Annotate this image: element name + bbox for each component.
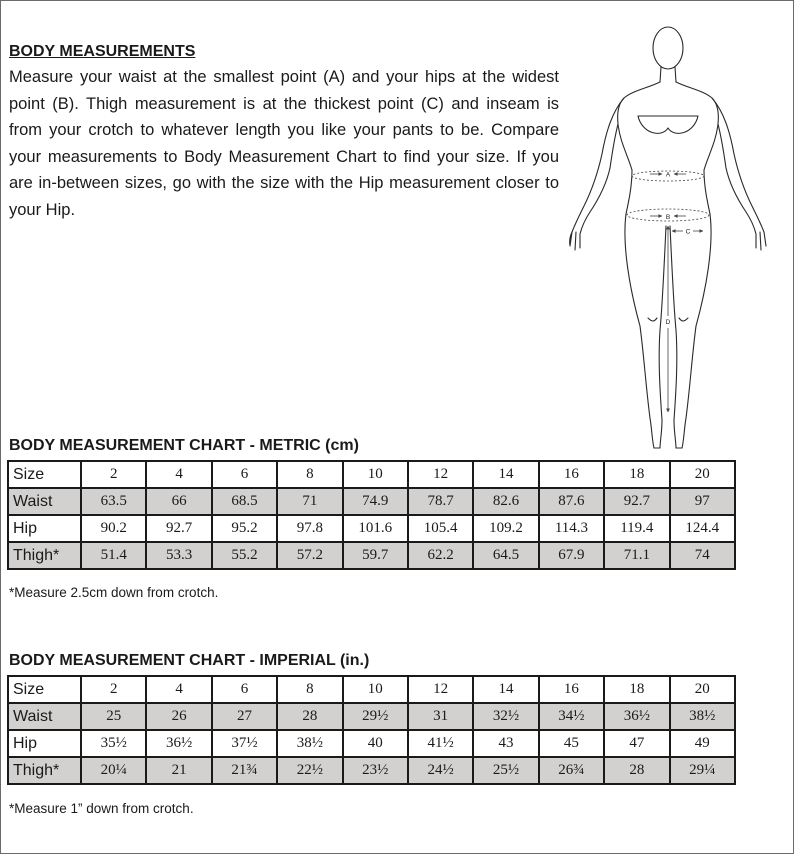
table-cell: 32½ [473, 703, 538, 730]
table-cell: 92.7 [146, 515, 211, 542]
table-cell: 29¼ [670, 757, 735, 784]
table-cell: 10 [343, 676, 408, 703]
table-cell: 22½ [277, 757, 342, 784]
table-cell: 25 [81, 703, 146, 730]
table-cell: 38½ [277, 730, 342, 757]
table-cell: 10 [343, 461, 408, 488]
table-cell: 14 [473, 461, 538, 488]
table-cell: 16 [539, 461, 604, 488]
table-cell: 101.6 [343, 515, 408, 542]
table-cell: 71 [277, 488, 342, 515]
table-cell: 34½ [539, 703, 604, 730]
table-cell: 38½ [670, 703, 735, 730]
size-row [8, 676, 735, 703]
table-cell: 2 [81, 676, 146, 703]
label-c: C [685, 228, 691, 236]
row-label: Size [8, 461, 81, 488]
table-cell: 105.4 [408, 515, 473, 542]
table-cell: 63.5 [81, 488, 146, 515]
table-cell: 49 [670, 730, 735, 757]
table-cell: 97 [670, 488, 735, 515]
table-cell: 21¾ [212, 757, 277, 784]
row-label: Waist [8, 488, 81, 515]
table-cell: 71.1 [604, 542, 669, 569]
table-cell: 4 [146, 676, 211, 703]
row-label: Waist [8, 703, 81, 730]
table-cell: 36½ [146, 730, 211, 757]
label-b: B [665, 214, 671, 221]
hip-row [8, 515, 735, 542]
thigh-row [8, 542, 735, 569]
hip-row [8, 730, 735, 757]
table-cell: 37½ [212, 730, 277, 757]
table-cell: 20 [670, 676, 735, 703]
table-cell: 8 [277, 676, 342, 703]
row-label: Size [8, 676, 81, 703]
table-cell: 97.8 [277, 515, 342, 542]
imperial-chart-title: BODY MEASUREMENT CHART - IMPERIAL (in.) [9, 652, 370, 669]
table-cell: 109.2 [473, 515, 538, 542]
table-cell: 12 [408, 461, 473, 488]
row-label: Hip [8, 515, 81, 542]
metric-measurement-table [7, 460, 736, 570]
table-cell: 27 [212, 703, 277, 730]
row-label: Thigh* [8, 757, 81, 784]
row-label: Hip [8, 730, 81, 757]
table-cell: 62.2 [408, 542, 473, 569]
table-cell: 18 [604, 461, 669, 488]
table-cell: 92.7 [604, 488, 669, 515]
size-row [8, 461, 735, 488]
imperial-footnote: *Measure 1” down from crotch. [9, 801, 194, 816]
instructions-text: Measure your waist at the smallest point (A) and your hips at the widest point (B). Thigh measurement is at the thickest point (C) and inseam is from your crotch to whatever length you like your pants to be. Compare your measurements to Body Measurement Chart to find your size. If you are in-between sizes, go with the size with the Hip measurement closer to your Hip. [9, 68, 559, 219]
table-cell: 20¼ [81, 757, 146, 784]
table-cell: 74 [670, 542, 735, 569]
table-cell: 78.7 [408, 488, 473, 515]
table-cell: 87.6 [539, 488, 604, 515]
table-cell: 12 [408, 676, 473, 703]
table-cell: 124.4 [670, 515, 735, 542]
table-cell: 74.9 [343, 488, 408, 515]
table-cell: 64.5 [473, 542, 538, 569]
imperial-measurement-table [7, 675, 736, 785]
table-cell: 57.2 [277, 542, 342, 569]
table-cell: 119.4 [604, 515, 669, 542]
table-cell: 95.2 [212, 515, 277, 542]
table-cell: 68.5 [212, 488, 277, 515]
table-cell: 45 [539, 730, 604, 757]
table-cell: 29½ [343, 703, 408, 730]
label-a: A [665, 171, 671, 179]
table-cell: 35½ [81, 730, 146, 757]
table-cell: 31 [408, 703, 473, 730]
table-cell: 47 [604, 730, 669, 757]
waist-row [8, 703, 735, 730]
table-cell: 8 [277, 461, 342, 488]
section-title: BODY MEASUREMENTS [9, 43, 196, 60]
table-cell: 26 [146, 703, 211, 730]
table-cell: 18 [604, 676, 669, 703]
table-cell: 59.7 [343, 542, 408, 569]
metric-chart-title: BODY MEASUREMENT CHART - METRIC (cm) [9, 437, 359, 454]
table-cell: 53.3 [146, 542, 211, 569]
table-cell: 36½ [604, 703, 669, 730]
table-cell: 26¾ [539, 757, 604, 784]
waist-row [8, 488, 735, 515]
table-cell: 40 [343, 730, 408, 757]
table-cell: 90.2 [81, 515, 146, 542]
metric-footnote: *Measure 2.5cm down from crotch. [9, 585, 219, 600]
table-cell: 2 [81, 461, 146, 488]
table-cell: 66 [146, 488, 211, 515]
table-cell: 6 [212, 461, 277, 488]
table-cell: 24½ [408, 757, 473, 784]
table-cell: 67.9 [539, 542, 604, 569]
thigh-row [8, 757, 735, 784]
table-cell: 114.3 [539, 515, 604, 542]
table-cell: 16 [539, 676, 604, 703]
body-figure-illustration [562, 24, 772, 454]
label-d: D [665, 319, 671, 326]
row-label: Thigh* [8, 542, 81, 569]
table-cell: 23½ [343, 757, 408, 784]
table-cell: 21 [146, 757, 211, 784]
table-cell: 28 [604, 757, 669, 784]
table-cell: 20 [670, 461, 735, 488]
table-cell: 51.4 [81, 542, 146, 569]
table-cell: 55.2 [212, 542, 277, 569]
table-cell: 4 [146, 461, 211, 488]
table-cell: 25½ [473, 757, 538, 784]
table-cell: 28 [277, 703, 342, 730]
table-cell: 82.6 [473, 488, 538, 515]
table-cell: 14 [473, 676, 538, 703]
table-cell: 41½ [408, 730, 473, 757]
table-cell: 43 [473, 730, 538, 757]
table-cell: 6 [212, 676, 277, 703]
